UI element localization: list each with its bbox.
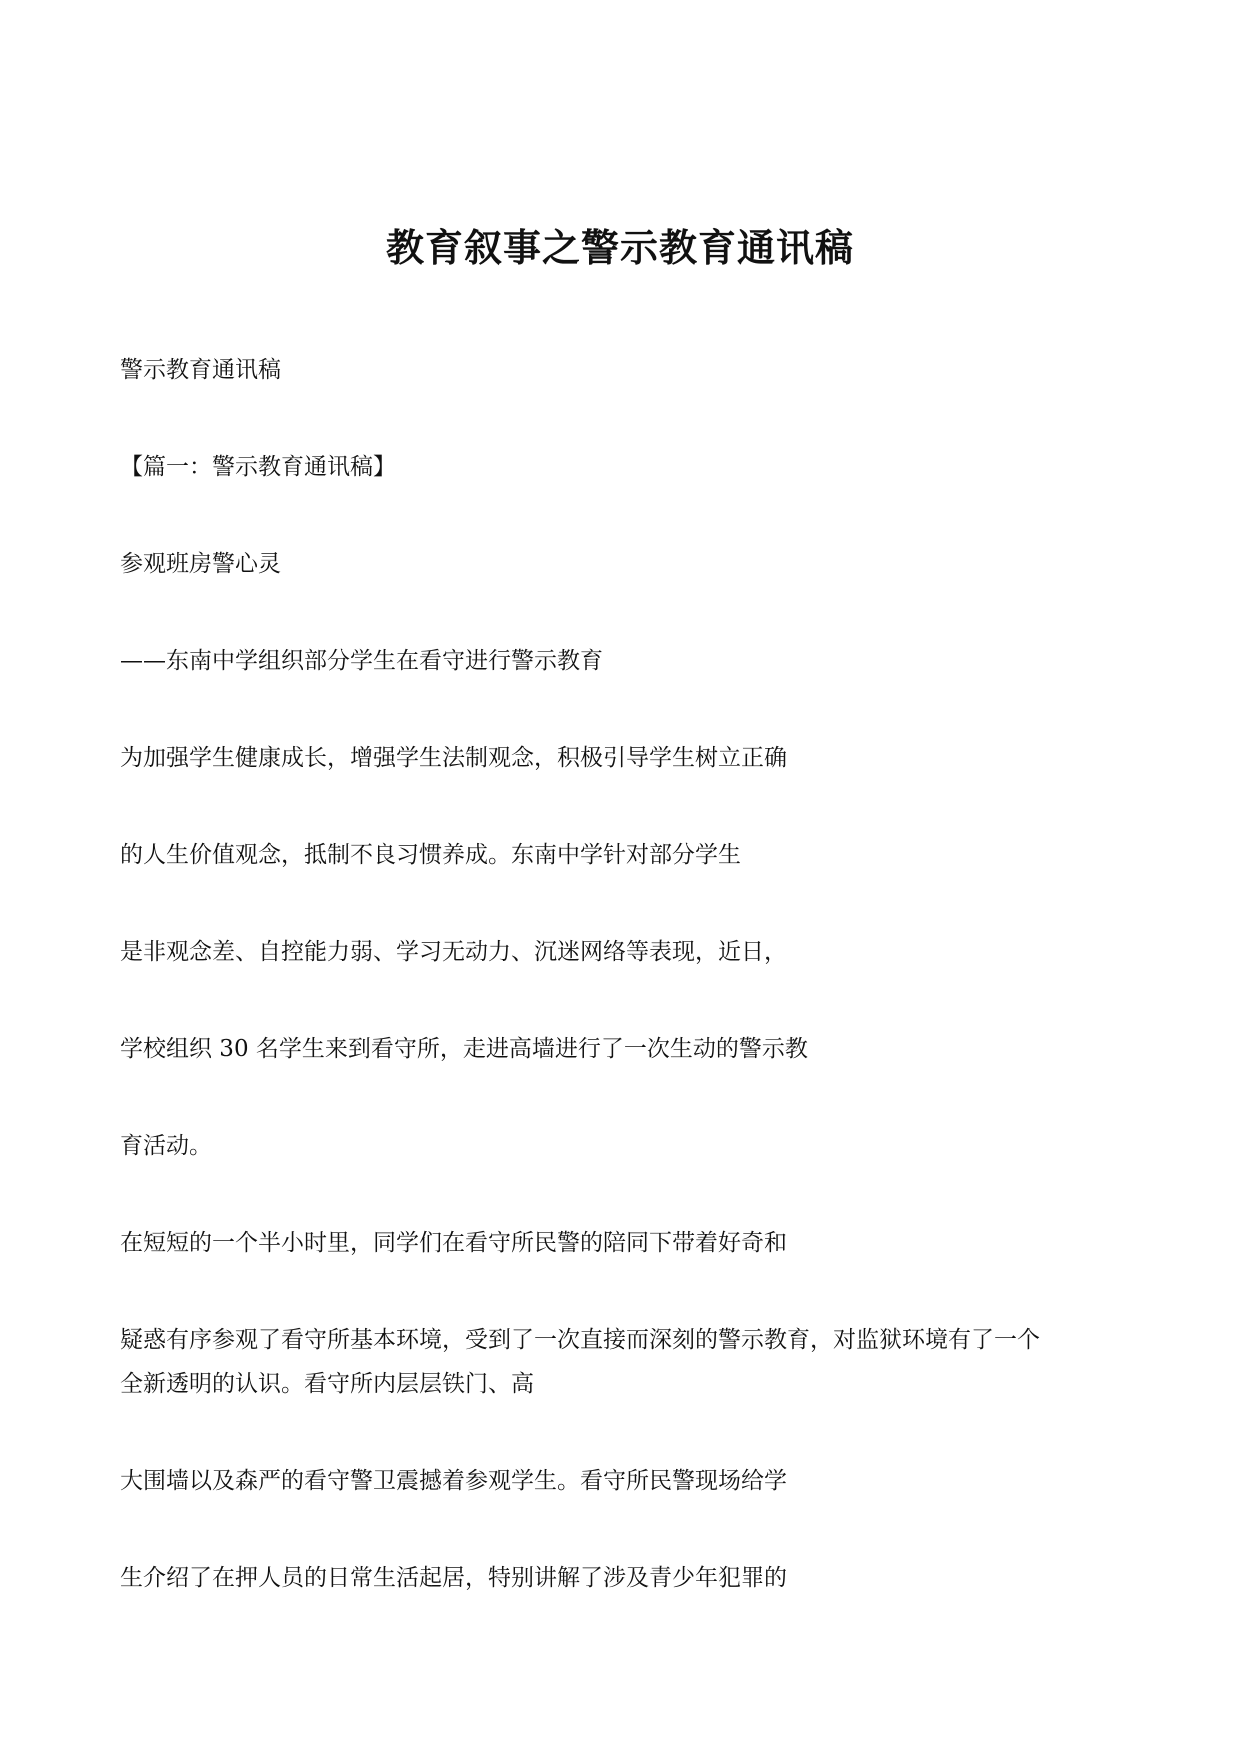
document-title: 教育叙事之警示教育通讯稿 (385, 225, 854, 270)
text-line: 生介绍了在押人员的日常生活起居，特别讲解了涉及青少年犯罪的 (120, 1565, 787, 1591)
text-line: 参观班房警心灵 (120, 551, 281, 577)
text-line: 疑惑有序参观了看守所基本环境，受到了一次直接而深刻的警示教育，对监狱环境有了一个 (120, 1327, 1040, 1353)
text-line: ——东南中学组织部分学生在看守进行警示教育 (120, 648, 603, 674)
text-line: 学校组织 30 名学生来到看守所，走进高墙进行了一次生动的警示教 (120, 1036, 808, 1062)
text-line: 是非观念差、自控能力弱、学习无动力、沉迷网络等表现，近日， (120, 939, 787, 965)
text-line: 全新透明的认识。看守所内层层铁门、高 (120, 1371, 534, 1397)
text-line: 大围墙以及森严的看守警卫震撼着参观学生。看守所民警现场给学 (120, 1468, 787, 1494)
text-line: 育活动。 (120, 1133, 212, 1159)
text-line: 在短短的一个半小时里，同学们在看守所民警的陪同下带着好奇和 (120, 1230, 787, 1256)
text-line: 警示教育通讯稿 (120, 357, 281, 383)
text-line: 为加强学生健康成长，增强学生法制观念，积极引导学生树立正确 (120, 745, 787, 771)
text-line: 的人生价值观念，抵制不良习惯养成。东南中学针对部分学生 (120, 842, 741, 868)
text-line: 【篇一：警示教育通讯稿】 (120, 454, 396, 480)
